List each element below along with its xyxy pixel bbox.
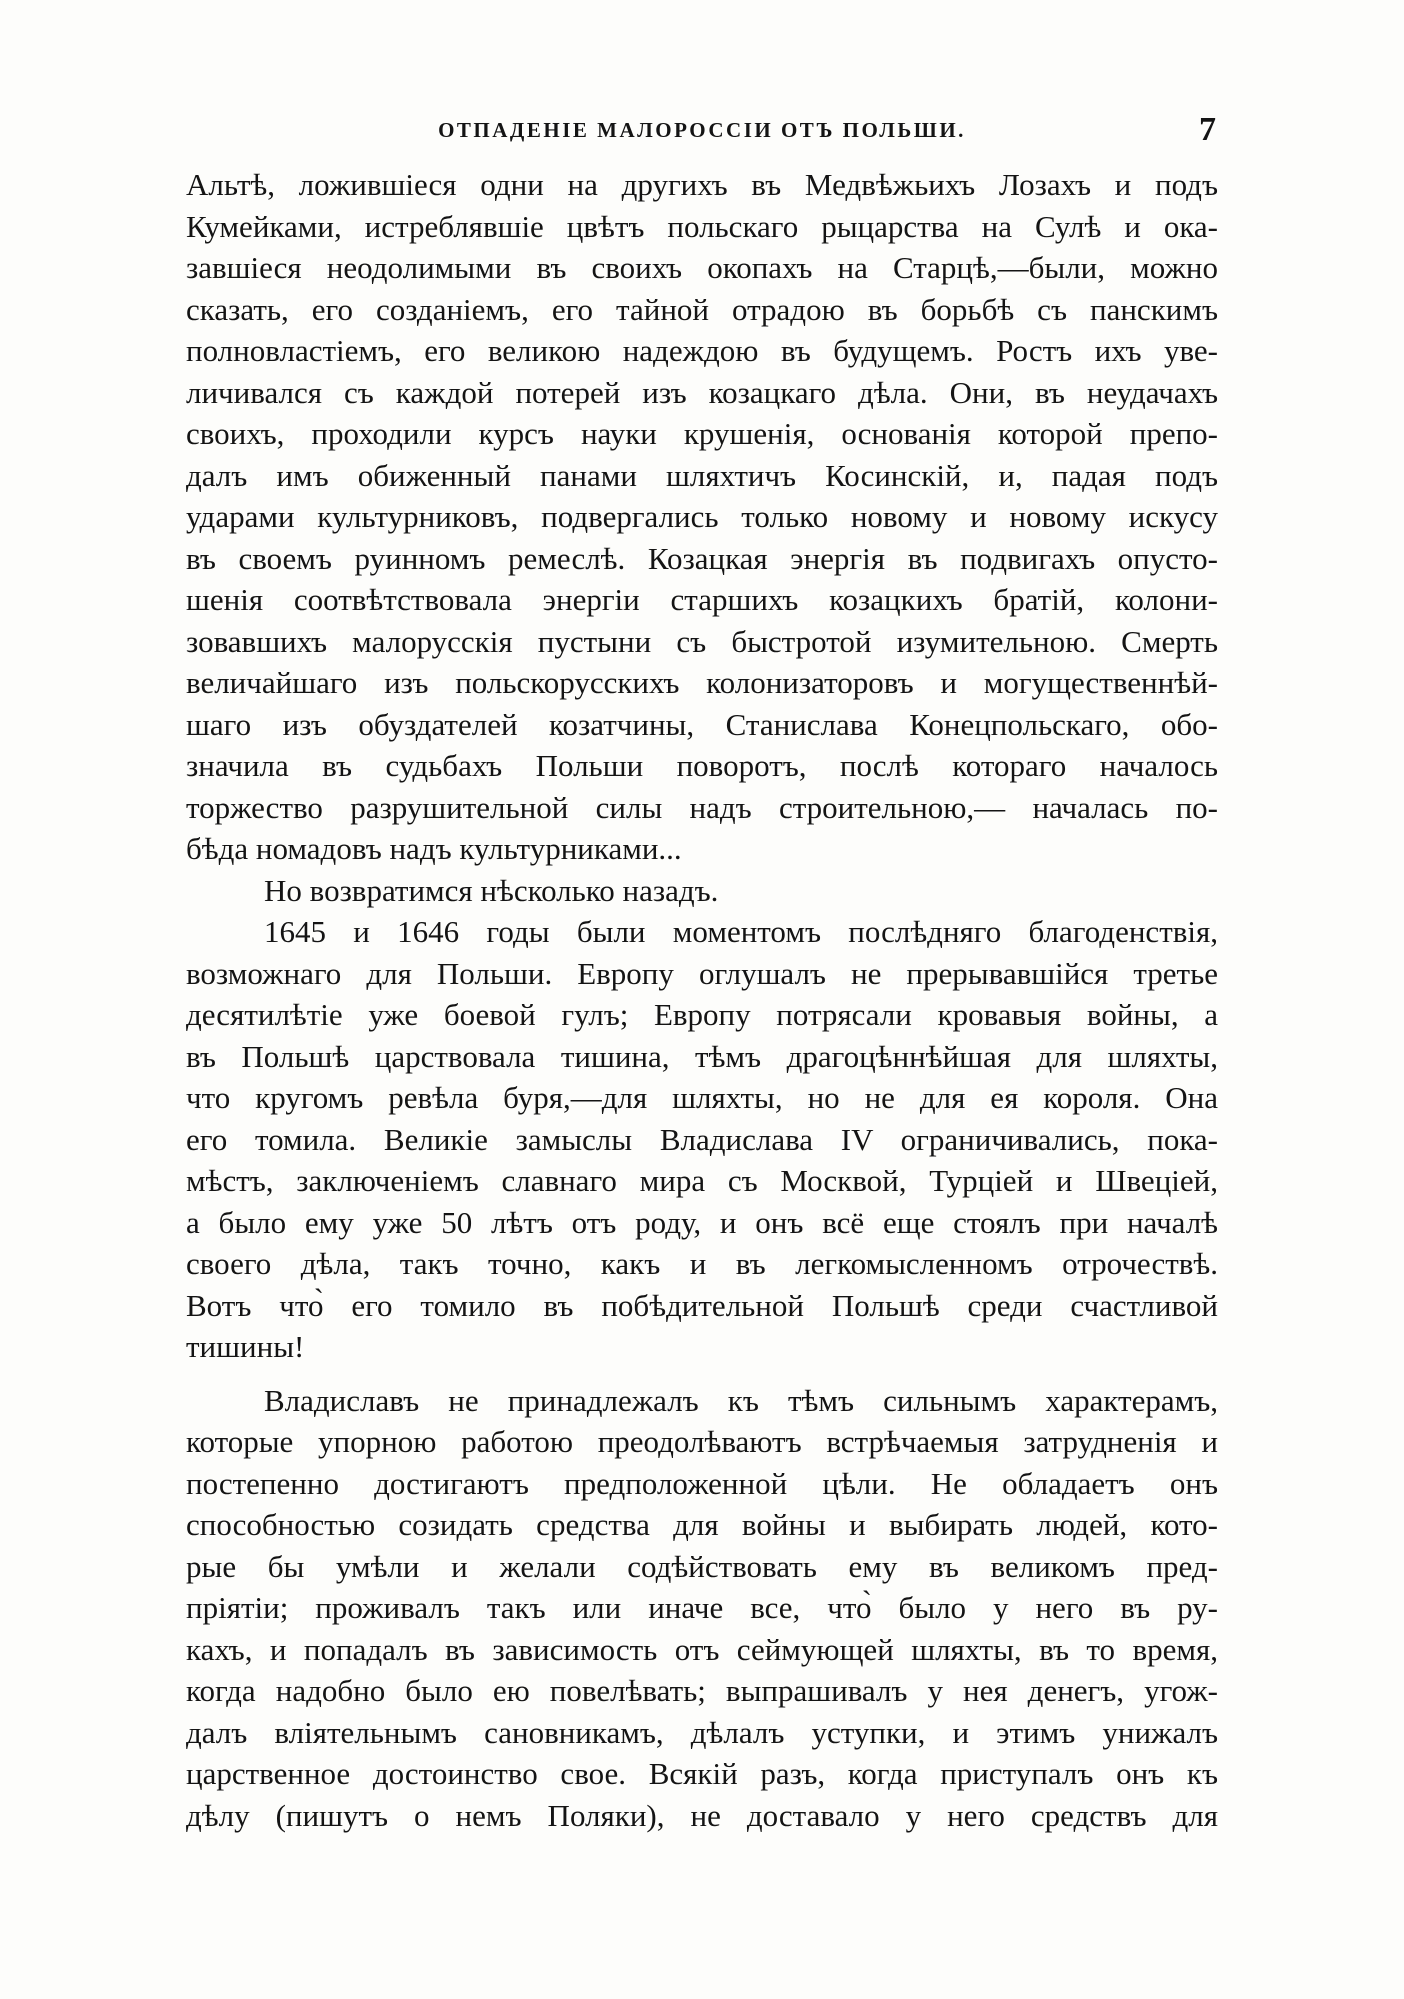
text-line: его томила. Великіе замыслы Владислава IV ограничивались, пока- — [186, 1121, 1218, 1157]
text-line: зовавшихъ малорусскія пустыни съ быстротой изумительною. Смерть — [186, 623, 1218, 659]
text-line: способностью созидать средства для войны и выбирать людей, кото- — [186, 1507, 1218, 1542]
text-line: шенія соотвѣтствовала энергіи старшихъ козацкихъ братій, колони- — [186, 582, 1218, 617]
text-line: своего дѣла, такъ точно, какъ и въ легкомысленномъ отрочествѣ. — [186, 1246, 1218, 1281]
text-line: что кругомъ ревѣла буря,—для шляхты, но не для ея короля. Она — [186, 1080, 1218, 1115]
text-line: мѣстъ, заключеніемъ славнаго мира съ Москвой, Турціей и Швеціей, — [186, 1163, 1218, 1198]
text-line: когда надобно было ею повелѣвать; выпрашивалъ у нея денегъ, угож- — [186, 1673, 1218, 1708]
text-line: кахъ, и попадалъ въ зависимость отъ сеймующей шляхты, въ то время, — [186, 1631, 1218, 1667]
text-line: ударами культурниковъ, подвергались только новому и новому искусу — [186, 499, 1218, 534]
text-line: значила въ судьбахъ Польши поворотъ, послѣ котораго началось — [186, 748, 1218, 783]
text-line: полновластіемъ, его великою надеждою въ будущемъ. Ростъ ихъ уве- — [186, 333, 1218, 368]
paragraph-4 — [186, 1380, 1218, 1837]
text-line: рые бы умѣли и желали содѣйствовать ему въ великомъ пред- — [186, 1548, 1218, 1584]
body-text — [186, 164, 1218, 1836]
text-line: царственное достоинство свое. Всякій разъ, когда приступалъ онъ къ — [186, 1756, 1218, 1791]
text-line: пріятіи; проживалъ такъ или иначе все, что̀ было у него въ ру- — [186, 1590, 1218, 1625]
paragraph-2 — [186, 870, 1218, 912]
text-line: своихъ, проходили курсъ науки крушенія, основанія которой препо- — [186, 416, 1218, 451]
text-line: Альтѣ, ложившіеся одни на другихъ въ Медвѣжьихъ Лозахъ и подъ — [186, 167, 1218, 202]
text-line: величайшаго изъ польскорусскихъ колонизаторовъ и могущественнѣй- — [186, 665, 1218, 700]
text-line: сказать, его созданіемъ, его тайной отрадою въ борьбѣ съ панскимъ — [186, 291, 1218, 327]
text-line: которые упорною работою преодолѣваютъ встрѣчаемыя затрудненія и — [186, 1424, 1218, 1459]
text-line: десятилѣтіе уже боевой гулъ; Европу потрясали кровавыя войны, а — [186, 997, 1218, 1032]
page-number: 7 — [1199, 111, 1216, 148]
text-line: дѣлу (пишутъ о немъ Поляки), не доставало у него средствъ для — [186, 1797, 1218, 1833]
text-line: тишины! — [186, 1329, 305, 1364]
text-line: постепенно достигаютъ предположенной цѣли. Не обладаетъ онъ — [186, 1465, 1218, 1501]
text-line: Вотъ что̀ его томило въ побѣдительной Польшѣ среди счастливой — [186, 1287, 1218, 1323]
text-line: Владиславъ не принадлежалъ къ тѣмъ сильнымъ характерамъ, — [264, 1382, 1218, 1418]
text-line: бѣда номадовъ надъ культурниками... — [186, 831, 682, 866]
text-line: завшіеся неодолимыми въ своихъ окопахъ на Старцѣ,—были, можно — [186, 250, 1218, 285]
text-line: далъ имъ обиженный панами шляхтичъ Косинскій, и, падая подъ — [186, 457, 1218, 493]
text-line: шаго изъ обуздателей козатчины, Станислава Конецпольскаго, обо- — [186, 706, 1218, 742]
text-line: торжество разрушительной силы надъ строительною,— началась по- — [186, 789, 1218, 825]
page-header — [186, 108, 1218, 152]
text-line: а было ему уже 50 лѣтъ отъ роду, и онъ всё еще стоялъ при началѣ — [186, 1204, 1218, 1240]
text-line: въ Польшѣ царствовала тишина, тѣмъ драгоцѣннѣйшая для шляхты, — [186, 1038, 1218, 1074]
running-title: ОТПАДЕНІЕ МАЛОРОССІИ ОТЪ ПОЛЬШИ. — [438, 118, 966, 142]
text-line: 1645 и 1646 годы были моментомъ послѣдняго благоденствія, — [264, 914, 1218, 949]
text-line: личивался съ каждой потерей изъ козацкаго дѣла. Они, въ неудачахъ — [186, 374, 1218, 410]
text-line: Но возвратимся нѣсколько назадъ. — [264, 872, 719, 908]
paragraph-1 — [186, 164, 1218, 870]
text-line: Кумейками, истреблявшіе цвѣтъ польскаго рыцарства на Сулѣ и ока- — [186, 208, 1218, 244]
text-line: далъ вліятельнымъ сановникамъ, дѣлалъ уступки, и этимъ унижалъ — [186, 1714, 1218, 1750]
text-line: возможнаго для Польши. Европу оглушалъ не прерывавшійся третье — [186, 955, 1218, 991]
text-line: въ своемъ руинномъ ремеслѣ. Козацкая энергія въ подвигахъ опусто- — [186, 540, 1218, 576]
paragraph-3 — [186, 911, 1218, 1368]
